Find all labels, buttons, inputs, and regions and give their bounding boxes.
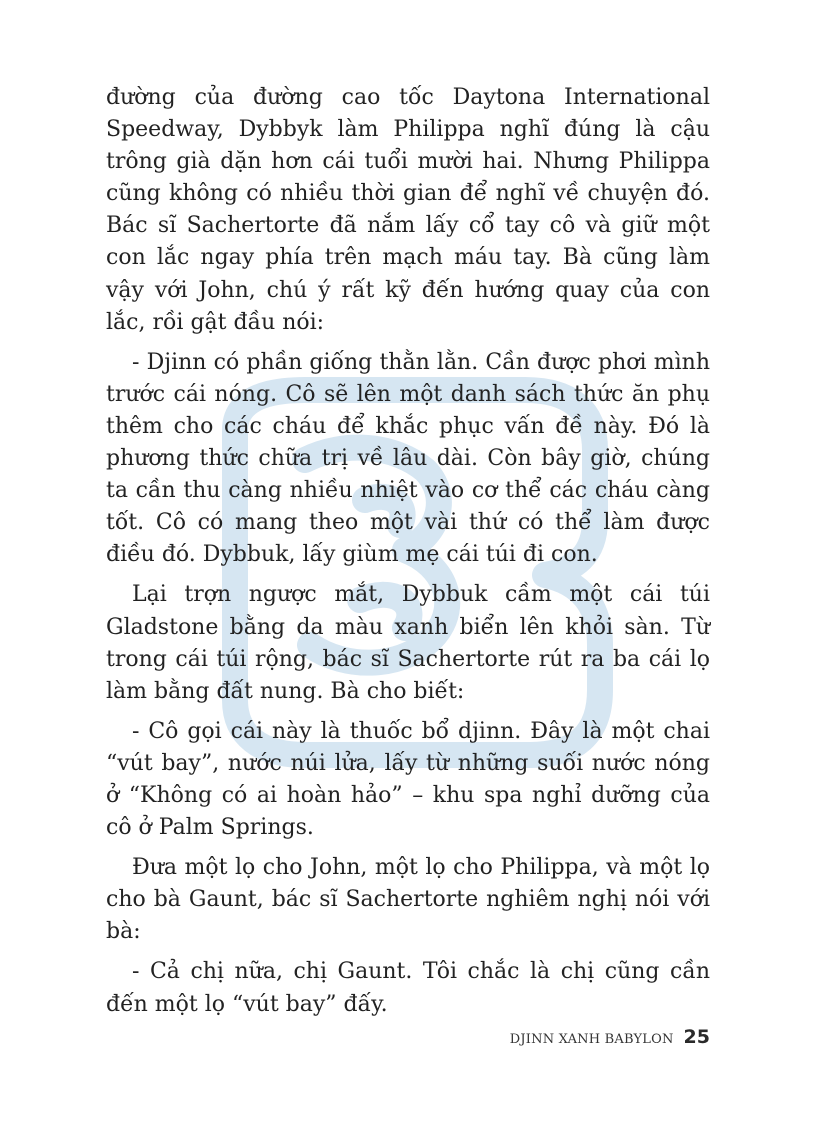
paragraph: - Djinn có phần giống thằn lằn. Cần được phơi mình trước cái nóng. Cô sẽ lên một danh sách thức ăn phụ thêm cho các cháu để khắc phục vấn đề này. Đó là phương thức chữa trị về lâu dài. Còn bây giờ, chúng ta cần thu càng nhiều nhiệt vào cơ thể các cháu càng tốt. Cô có mang theo một vài thứ có thể làm được điều đó. Dybbuk, lấy giùm mẹ cái túi đi con. bbox=[106, 349, 710, 568]
paragraph: - Cô gọi cái này là thuốc bổ djinn. Đây là một chai “vút bay”, nước núi lửa, lấy từ những suối nước nóng ở “Không có ai hoàn hảo” – khu spa nghỉ dưỡng của cô ở Palm Springs. bbox=[106, 718, 710, 841]
running-footer bbox=[510, 1026, 710, 1048]
page-body bbox=[106, 82, 710, 1029]
paragraph: đường của đường cao tốc Daytona International Speedway, Dybbyk làm Philippa nghĩ đúng là cậu trông già dặn hơn cái tuổi mười hai. Nhưng Philippa cũng không có nhiều thời gian để nghĩ về chuyện đó. Bác sĩ Sachertorte đã nắm lấy cổ tay cô và giữ một con lắc ngay phía trên mạch máu tay. Bà cũng làm vậy với John, chú ý rất kỹ đến hướng quay của con lắc, rồi gật đầu nói: bbox=[106, 85, 710, 335]
page-number: 25 bbox=[683, 1026, 710, 1048]
paragraph: Lại trợn ngược mắt, Dybbuk cầm một cái túi Gladstone bằng da màu xanh biển lên khỏi sàn. Từ trong cái túi rộng, bác sĩ Sachertorte rút ra ba cái lọ làm bằng đất nung. Bà cho biết: bbox=[106, 582, 710, 704]
book-title: DJINN XANH BABYLON bbox=[509, 1032, 674, 1047]
paragraph: Đưa một lọ cho John, một lọ cho Philippa, và một lọ cho bà Gaunt, bác sĩ Sachertorte nghiêm nghị nói với bà: bbox=[106, 855, 710, 945]
paragraph: - Cả chị nữa, chị Gaunt. Tôi chắc là chị cũng cần đến một lọ “vút bay” đấy. bbox=[106, 959, 710, 1017]
